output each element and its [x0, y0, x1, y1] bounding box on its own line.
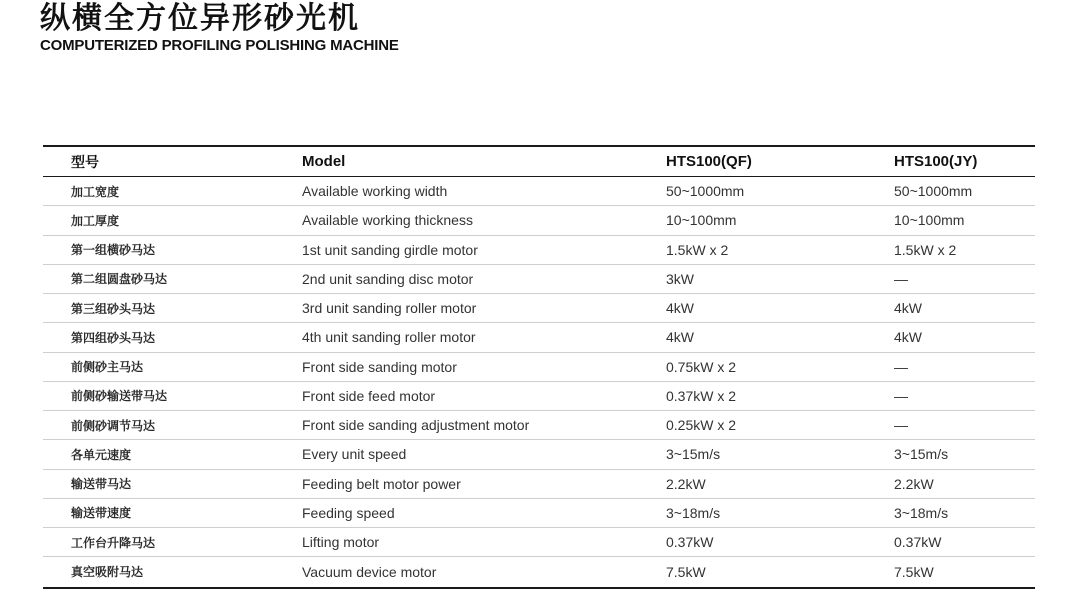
spec-value-jy: 1.5kW x 2 — [894, 241, 957, 258]
spec-name-en: Feeding speed — [302, 504, 395, 521]
spec-value-jy: — — [894, 387, 908, 404]
spec-name-zh: 第三组砂头马达 — [71, 301, 156, 316]
page-title-chinese: 纵横全方位异形砂光机 — [40, 1, 360, 36]
table-row — [43, 294, 1035, 323]
header-model-en: Model — [302, 153, 346, 170]
spec-value-jy: — — [894, 358, 908, 375]
spec-name-en: 4th unit sanding roller motor — [302, 329, 476, 346]
spec-value-qf: 0.25kW x 2 — [666, 417, 737, 434]
spec-value-qf: 10~100mm — [666, 212, 737, 229]
spec-value-qf: 50~1000mm — [666, 183, 745, 200]
table-row — [43, 557, 1035, 586]
spec-name-en: Feeding belt motor power — [302, 475, 461, 492]
page-title-english: COMPUTERIZED PROFILING POLISHING MACHINE — [40, 37, 399, 54]
table-header-row — [43, 147, 1035, 177]
spec-name-zh: 前侧砂输送带马达 — [71, 389, 168, 404]
table-row — [43, 499, 1035, 528]
spec-name-en: Available working width — [302, 183, 448, 200]
spec-name-en: Lifting motor — [302, 534, 380, 551]
table-row — [43, 323, 1035, 352]
spec-name-zh: 前侧砂主马达 — [71, 360, 144, 375]
spec-value-jy: 3~15m/s — [894, 446, 949, 463]
table-row — [43, 177, 1035, 206]
table-row — [43, 382, 1035, 411]
spec-value-jy: 0.37kW — [894, 534, 942, 551]
spec-name-en: Front side sanding adjustment motor — [302, 417, 530, 434]
table-row — [43, 470, 1035, 499]
spec-name-zh: 第二组圆盘砂马达 — [71, 272, 168, 287]
spec-value-jy: — — [894, 270, 908, 287]
spec-name-en: 1st unit sanding girdle motor — [302, 241, 478, 258]
header-variant-qf: HTS100(QF) — [666, 153, 752, 170]
spec-value-jy: 4kW — [894, 300, 922, 317]
spec-value-jy: 50~1000mm — [894, 183, 973, 200]
header-variant-jy: HTS100(JY) — [894, 153, 978, 170]
spec-name-en: Every unit speed — [302, 446, 407, 463]
spec-name-en: 3rd unit sanding roller motor — [302, 300, 477, 317]
header-model-zh: 型号 — [71, 154, 99, 171]
spec-name-zh: 输送带速度 — [71, 506, 132, 521]
table-row — [43, 440, 1035, 469]
spec-name-zh: 第四组砂头马达 — [71, 330, 156, 345]
spec-name-zh: 前侧砂调节马达 — [71, 418, 156, 433]
spec-value-qf: 2.2kW — [666, 475, 706, 492]
spec-value-jy: 4kW — [894, 329, 922, 346]
spec-name-en: Available working thickness — [302, 212, 473, 229]
spec-value-qf: 1.5kW x 2 — [666, 241, 729, 258]
table-row — [43, 206, 1035, 235]
spec-value-qf: 4kW — [666, 300, 694, 317]
spec-value-qf: 0.75kW x 2 — [666, 358, 737, 375]
spec-value-qf: 3~18m/s — [666, 504, 721, 521]
spec-name-en: Vacuum device motor — [302, 563, 437, 580]
spec-table — [43, 145, 1035, 589]
table-row — [43, 528, 1035, 557]
spec-value-qf: 0.37kW x 2 — [666, 387, 737, 404]
spec-value-jy: — — [894, 417, 908, 434]
spec-name-zh: 工作台升降马达 — [71, 535, 156, 550]
spec-name-en: Front side sanding motor — [302, 358, 457, 375]
spec-value-qf: 3kW — [666, 270, 694, 287]
table-row — [43, 236, 1035, 265]
spec-value-qf: 3~15m/s — [666, 446, 721, 463]
table-row — [43, 265, 1035, 294]
table-row — [43, 411, 1035, 440]
spec-value-qf: 7.5kW — [666, 563, 706, 580]
spec-name-en: Front side feed motor — [302, 387, 436, 404]
spec-name-zh: 加工厚度 — [71, 213, 120, 228]
spec-value-qf: 4kW — [666, 329, 694, 346]
spec-name-zh: 各单元速度 — [71, 447, 132, 462]
spec-name-zh: 输送带马达 — [71, 477, 132, 492]
spec-value-jy: 3~18m/s — [894, 504, 949, 521]
spec-value-qf: 0.37kW — [666, 534, 714, 551]
spec-name-zh: 加工宽度 — [71, 184, 120, 199]
spec-name-en: 2nd unit sanding disc motor — [302, 270, 474, 287]
spec-value-jy: 10~100mm — [894, 212, 965, 229]
spec-name-zh: 第一组横砂马达 — [71, 243, 156, 258]
spec-value-jy: 7.5kW — [894, 563, 934, 580]
spec-name-zh: 真空吸附马达 — [71, 565, 144, 580]
spec-value-jy: 2.2kW — [894, 475, 934, 492]
table-row — [43, 353, 1035, 382]
